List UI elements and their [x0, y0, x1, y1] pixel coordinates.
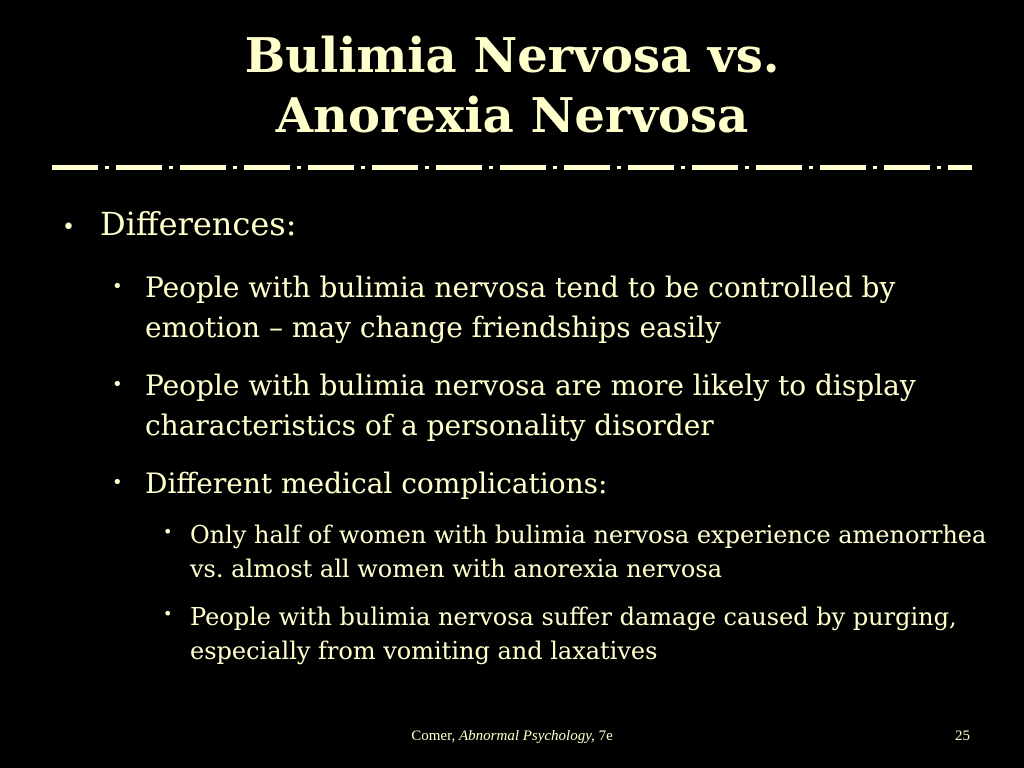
divider-dot	[361, 166, 365, 169]
divider-dash	[372, 165, 418, 170]
divider-dot	[937, 166, 941, 169]
footer-author: Comer,	[411, 728, 456, 744]
bullet-dot-icon: •	[112, 276, 123, 297]
bullet-amenorrhea: Only half of women with bulimia nervosa experience amenorrhea vs. almost all women with anorexia nervosa	[190, 521, 987, 583]
title-line-1: Bulimia Nervosa vs.	[244, 28, 780, 84]
divider-dash	[180, 165, 226, 170]
footer-edition: 7e	[598, 728, 613, 744]
bullet-differences: Differences:	[100, 205, 297, 243]
divider-dot	[617, 166, 621, 169]
bullet-dot-icon: •	[163, 604, 173, 623]
bullet-dot-icon: •	[112, 374, 123, 395]
divider-dot	[553, 166, 557, 169]
divider-dot	[681, 166, 685, 169]
bullet-personality-disorder: People with bulimia nervosa are more likely to display characteristics of a personality disorder	[145, 369, 916, 442]
footer-citation	[0, 728, 1024, 745]
title-line-2: Anorexia Nervosa	[275, 88, 749, 144]
divider-dot	[489, 166, 493, 169]
divider-dash	[948, 165, 972, 170]
divider-dash	[436, 165, 482, 170]
divider-dash	[884, 165, 930, 170]
divider-dash	[628, 165, 674, 170]
divider-dot	[425, 166, 429, 169]
page-number: 25	[955, 728, 970, 744]
bullet-medical-complications: Different medical complications:	[145, 467, 608, 500]
divider-dash	[692, 165, 738, 170]
bullet-dot-icon: •	[163, 522, 173, 541]
bullet-controlled-by-emotion: People with bulimia nervosa tend to be controlled by emotion – may change friendships easily	[145, 271, 896, 344]
divider-dash	[116, 165, 162, 170]
divider-dot	[809, 166, 813, 169]
divider-dash	[500, 165, 546, 170]
title-divider	[52, 163, 972, 173]
divider-dot	[233, 166, 237, 169]
bullet-dot-icon: •	[62, 215, 75, 240]
bullet-purging-damage: People with bulimia nervosa suffer damage caused by purging, especially from vomiting and laxatives	[190, 603, 957, 665]
divider-dot	[297, 166, 301, 169]
slide-title	[0, 26, 1024, 146]
divider-dot	[745, 166, 749, 169]
divider-dot	[105, 166, 109, 169]
divider-dash	[820, 165, 866, 170]
divider-dash	[756, 165, 802, 170]
divider-dash	[244, 165, 290, 170]
divider-dash	[564, 165, 610, 170]
divider-dot	[873, 166, 877, 169]
footer-book-title: Abnormal Psychology,	[458, 728, 595, 744]
divider-dash	[308, 165, 354, 170]
bullet-dot-icon: •	[112, 472, 123, 493]
divider-dot	[169, 166, 173, 169]
divider-dash	[52, 165, 98, 170]
